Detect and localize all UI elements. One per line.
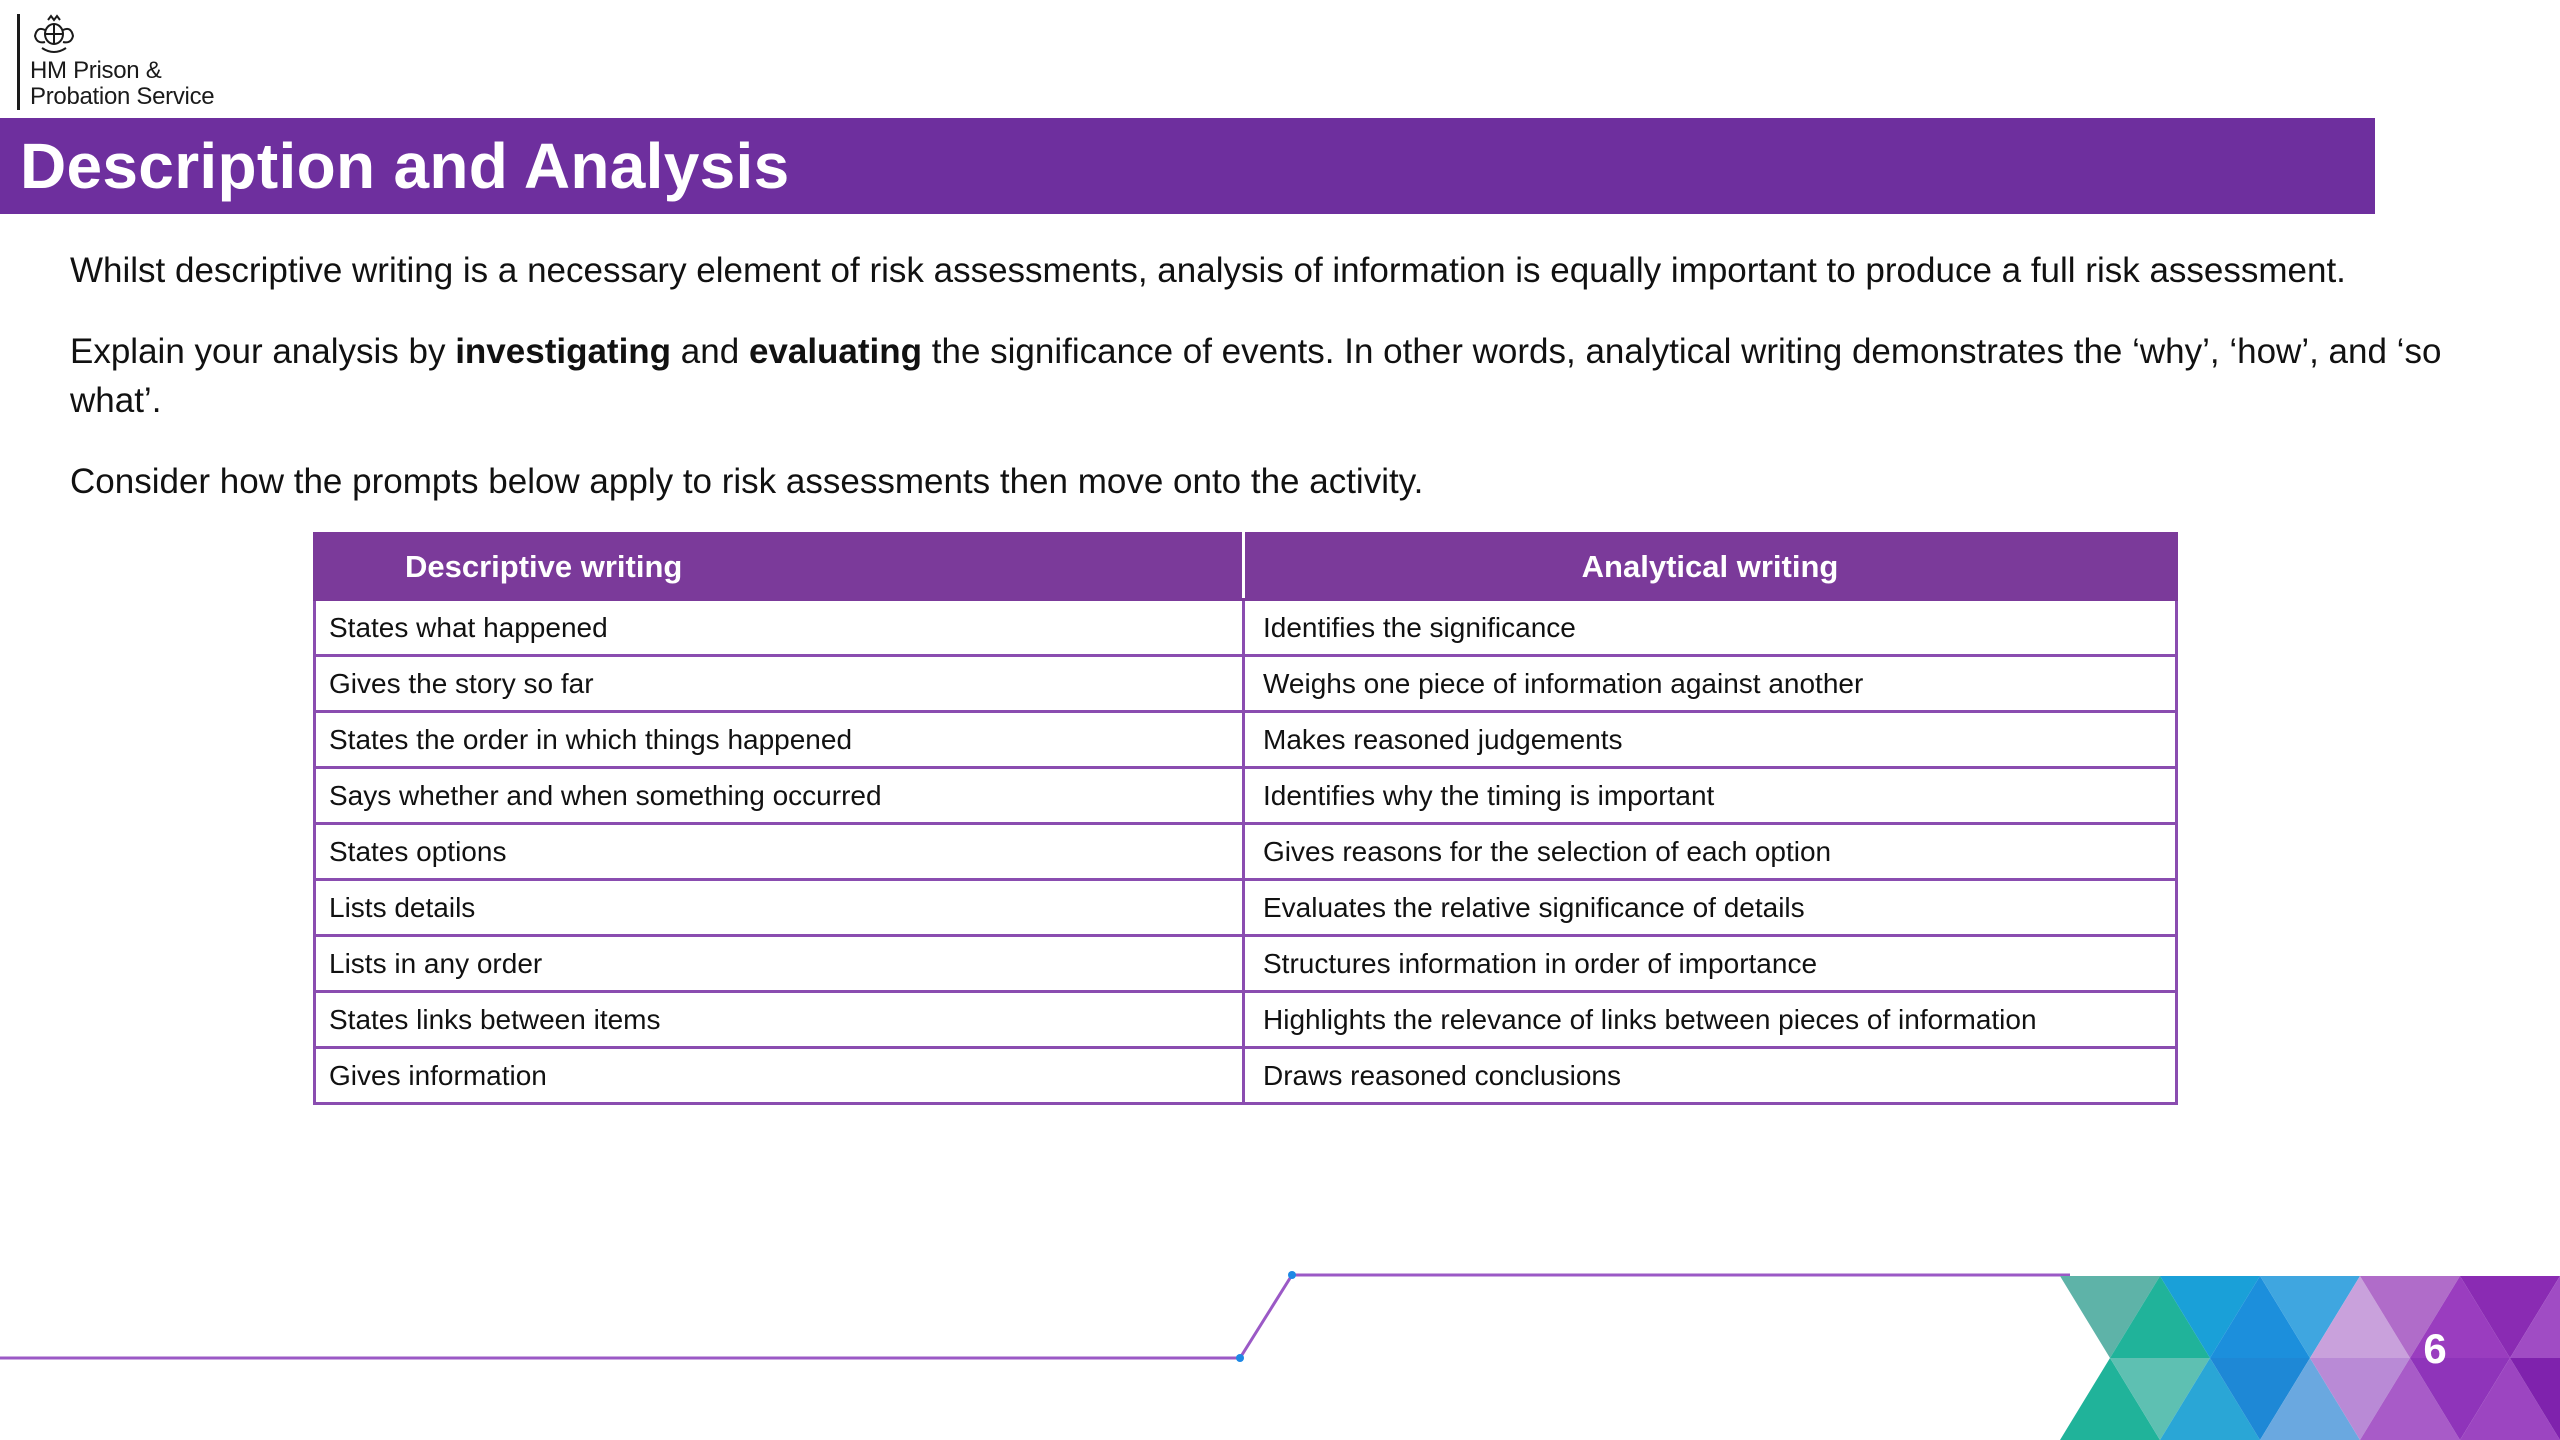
- analytical-cell: Evaluates the relative significance of details: [1244, 880, 2177, 936]
- intro-paragraph-3: Consider how the prompts below apply to risk assessments then move onto the activity.: [70, 462, 1424, 501]
- p2-end: the significance of events. In other words, analytical writing demonstrates the ‘why’, ‘how’, and ‘so what’.: [70, 332, 2442, 420]
- p2-mid: and: [671, 332, 749, 371]
- analytical-cell: Draws reasoned conclusions: [1244, 1048, 2177, 1104]
- descriptive-cell: States options: [315, 824, 1244, 880]
- descriptive-cell: Lists in any order: [315, 936, 1244, 992]
- analytical-cell: Identifies why the timing is important: [1244, 768, 2177, 824]
- analytical-cell: Identifies the significance: [1244, 600, 2177, 656]
- p2-start: Explain your analysis by: [70, 332, 456, 371]
- descriptive-cell: States links between items: [315, 992, 1244, 1048]
- header-descriptive: Descriptive writing: [315, 534, 1244, 600]
- descriptive-cell: Gives information: [315, 1048, 1244, 1104]
- descriptive-cell: Lists details: [315, 880, 1244, 936]
- analytical-cell: Makes reasoned judgements: [1244, 712, 2177, 768]
- triangle-pattern: [2060, 1276, 2560, 1440]
- intro-paragraph-1: Whilst descriptive writing is a necessary element of risk assessments, analysis of information is equally important to produce a full risk assessment.: [70, 251, 2346, 290]
- page-title: Description and Analysis: [20, 130, 790, 202]
- logo-text-line2: Probation Service: [30, 83, 215, 110]
- analytical-cell: Highlights the relevance of links between pieces of information: [1244, 992, 2177, 1048]
- p2-bold-evaluating: evaluating: [748, 332, 923, 371]
- page-number: 6: [2423, 1325, 2447, 1372]
- descriptive-cell: States what happened: [315, 600, 1244, 656]
- footer-line-node: [1236, 1354, 1244, 1362]
- footer-line: [0, 1275, 2070, 1358]
- analytical-cell: Structures information in order of importance: [1244, 936, 2177, 992]
- analytical-cell: Gives reasons for the selection of each option: [1244, 824, 2177, 880]
- analytical-cell: Weighs one piece of information against another: [1244, 656, 2177, 712]
- logo-text-line1: HM Prison &: [30, 57, 162, 84]
- descriptive-cell: Says whether and when something occurred: [315, 768, 1244, 824]
- descriptive-cell: States the order in which things happened: [315, 712, 1244, 768]
- p2-bold-investigating: investigating: [455, 332, 672, 371]
- footer-line-node: [1288, 1271, 1296, 1279]
- header-analytical: Analytical writing: [1244, 534, 2177, 600]
- descriptive-cell: Gives the story so far: [315, 656, 1244, 712]
